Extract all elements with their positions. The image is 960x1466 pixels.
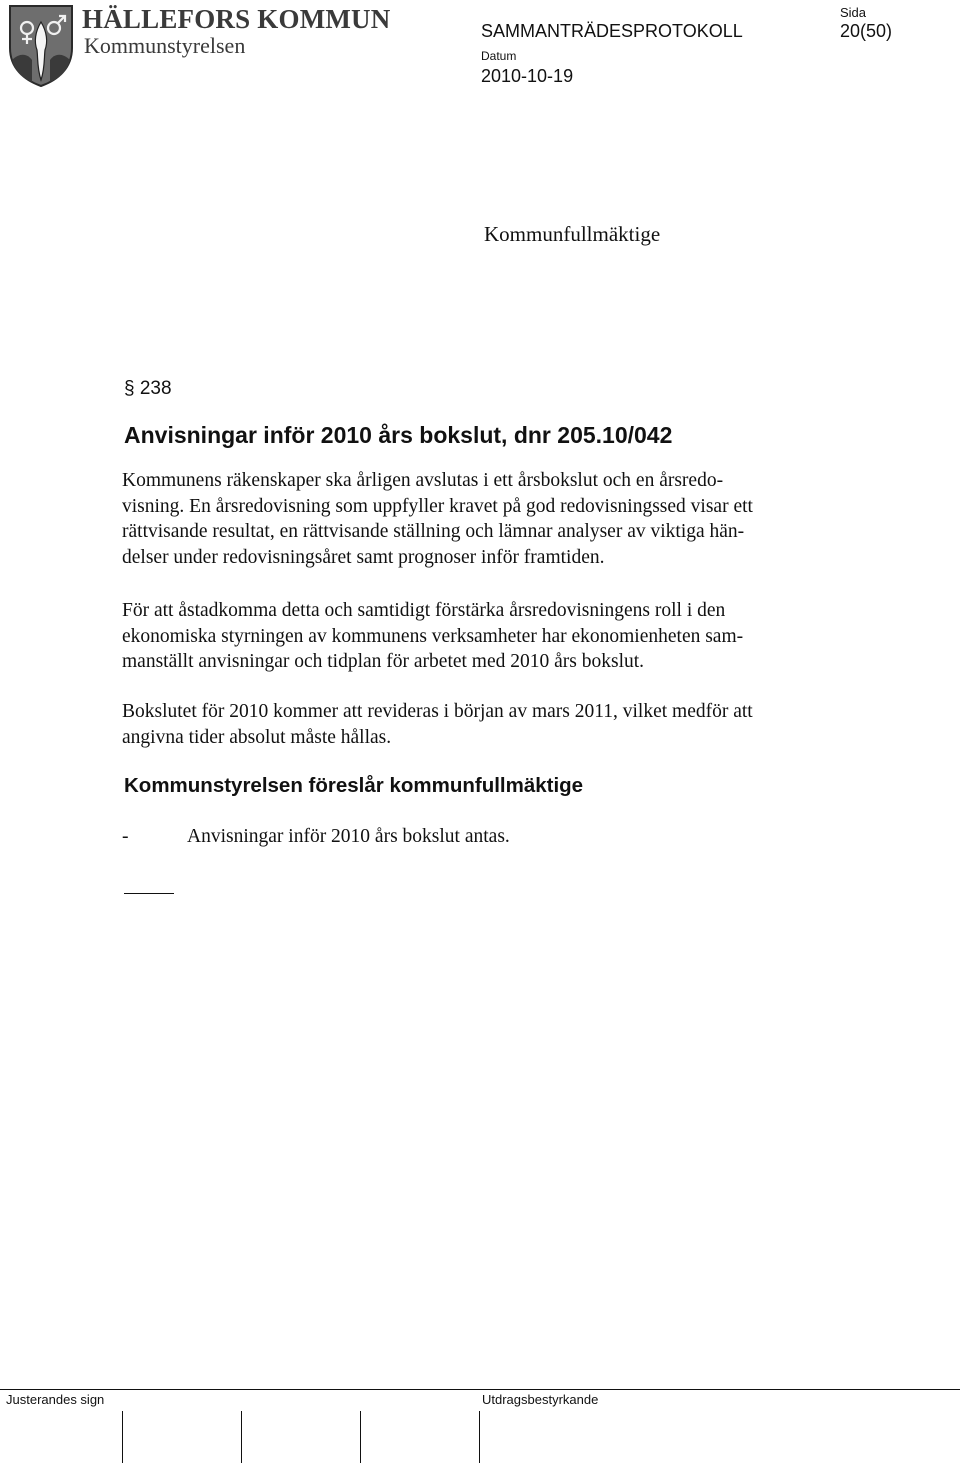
coat-of-arms-logo (6, 2, 76, 88)
paragraph-line: delser under redovisningsåret samt prognoser inför framtiden. (122, 546, 605, 568)
paragraph-2 (122, 598, 842, 675)
page-number: 20(50) (840, 21, 893, 41)
signature-label: Justerandes sign (6, 1392, 105, 1407)
list-bullet: - (122, 826, 129, 847)
paragraph-line: Kommunens räkenskaper ska årligen avslutas i ett årsbokslut och en årsredo- (122, 470, 724, 491)
signature-box-divider (241, 1411, 242, 1463)
recipient: Kommunfullmäktige (484, 222, 661, 246)
page-label: Sida (840, 5, 867, 20)
paragraph-line: ekonomiska styrningen av kommunens verksamheter har ekonomienheten sam- (122, 625, 744, 647)
signature-box-divider (360, 1411, 361, 1463)
section-heading: Anvisningar inför 2010 års bokslut, dnr 205.10/042 (124, 422, 673, 448)
paragraph-line: Bokslutet för 2010 kommer att revideras i början av mars 2011, vilket medför att (122, 701, 753, 722)
signature-box-divider (122, 1411, 123, 1463)
extract-certification-label: Utdragsbestyrkande (482, 1392, 599, 1407)
paragraph-1 (122, 468, 842, 570)
organization-name: HÄLLEFORS KOMMUN (82, 4, 391, 34)
document-date: 2010-10-19 (481, 66, 574, 86)
paragraph-3 (122, 699, 842, 750)
date-label: Datum (481, 49, 517, 63)
paragraph-line: För att åstadkomma detta och samtidigt förstärka årsredovisningens roll i den (122, 600, 726, 621)
proposal-heading: Kommunstyrelsen föreslår kommunfullmäktige (124, 774, 584, 797)
organization-unit: Kommunstyrelsen (84, 33, 246, 58)
signature-box-divider (479, 1411, 480, 1463)
paragraph-line: visning. En årsredovisning som uppfyller kravet på god redovisningssed visar ett (122, 495, 753, 517)
footer-divider (0, 1389, 960, 1390)
paragraph-line: angivna tider absolut måste hållas. (122, 726, 392, 748)
section-number: § 238 (124, 378, 172, 399)
section-end-rule (124, 893, 174, 894)
proposal-item: Anvisningar inför 2010 års bokslut antas. (187, 826, 510, 847)
paragraph-line: manställt anvisningar och tidplan för arbetet med 2010 års bokslut. (122, 651, 645, 672)
document-type: SAMMANTRÄDESPROTOKOLL (481, 21, 743, 41)
paragraph-line: rättvisande resultat, en rättvisande ställning och lämnar analyser av viktiga hän- (122, 521, 745, 542)
